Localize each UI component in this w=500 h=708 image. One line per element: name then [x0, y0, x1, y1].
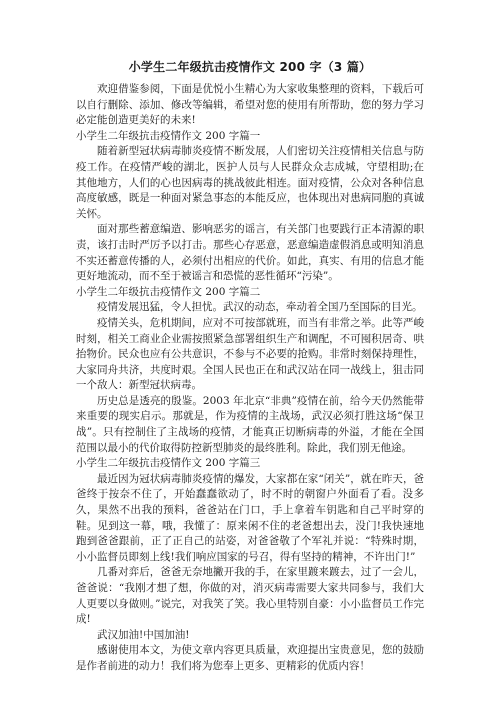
article1-paragraph: 面对那些蓄意编造、影响恶劣的谣言，有关部门也要践行正本清源的职责，该打击时严厉予以打击。那些心存恶意，恶意编造虚假消息或明知消息不实还蓄意传播的人，必须付出相应的代价。如此，真实、有用的信息才能更好地流动，而不至于被谣言和恐慌的恶性循环“污染”。 — [76, 223, 424, 283]
article-heading-2: 小学生二年级抗击疫情作文 200 字篇二 — [76, 285, 261, 298]
document-title: 小学生二年级抗击疫情作文 200 字（3 篇） — [128, 60, 372, 74]
closing-paragraph: 感谢使用本文，为使文章内容更具质量，欢迎提出宝贵意见，您的鼓励是作者前进的动力！我们将为您奉上更多、更精彩的优质内容！ — [76, 644, 424, 672]
article2-paragraph: 疫情关头，危机期间，应对不可按部就班，而当有非常之举。此等严峻时刻，相关工商业企业需按照紧急部署组织生产和调配，不可囤积居奇、哄抬物价。民众也应有公共意识，不参与不必要的抢购。非常时刻保持理性，大家同舟共济，共度时艰。全国人民也正在和武汉站在同一战线上，狙击同一个敌人：新型冠状病毒。 — [76, 316, 424, 392]
article-heading-1: 小学生二年级抗击疫情作文 200 字篇一 — [76, 129, 261, 142]
article2-paragraph: 疫情发展迅猛，令人担忧。武汉的动态，牵动着全国乃至国际的目光。 — [97, 301, 423, 314]
intro-paragraph: 欢迎借鉴参阅，下面是优悦小生精心为大家收集整理的资料，下载后可以自行删除、添加、修改等编辑，希望对您的使用有所帮助，您的努力学习必定能创造更美好的未来! — [76, 83, 424, 127]
article3-paragraph: 最近因为冠状病毒肺炎疫情的爆发，大家都在家“闭关”，就在昨天，爸爸终于按奈不住了，开始蠢蠢欲动了，时不时的朝窗户外面看了看。没多久，果然不出我的预料，爸爸站在门口，手上拿着车钥匙和自己平时穿的鞋。见到这一幕，哦，我懂了：原来闲不住的老爸想出去，没门!我快速地跑到爸爸跟前，正了正自己的站姿，对爸爸敬了个军礼并说：“特殊时期，小小监督员即刻上线!我们响应国家的号召，得有坚持的精神，不许出门!” — [76, 472, 424, 563]
article3-paragraph: 几番对弈后，爸爸无奈地撇开我的手，在家里踱来踱去，过了一会儿，爸爸说：“我刚才想了想，你做的对，消灭病毒需要大家共同参与，我们大人更要以身做则。”说完，对我笑了笑。我心里特别自豪：小小监督员工作完成! — [76, 566, 424, 626]
article2-paragraph: 历史总是透亮的殷鉴。2003 年北京“非典”疫情在前，给今天仍然能带来重要的现实启示。那就是，作为疫情的主战场，武汉必须打胜这场“保卫战”。只有控制住了主战场的疫情，才能真正切断病毒的外溢，才能在全国范围以最小的代价取得防控新型肺炎的最终胜利。除此，我们别无他途。 — [76, 394, 424, 454]
article1-paragraph: 随着新型冠状病毒肺炎疫情不断发展，人们密切关注疫情相关信息与防疫工作。在疫情严峻的湖北，医护人员与人民群众众志成城，守望相助;在其他地方，人们的心也因病毒的挑战彼此相连。面对疫情，公众对各种信息高度敏感，既是一种面对紧急事态的本能反应，也体现出对患病同胞的真诚关怀。 — [76, 145, 424, 220]
article-heading-3: 小学生二年级抗击疫情作文 200 字篇三 — [76, 457, 261, 470]
article3-paragraph: 武汉加油!中国加油! — [97, 628, 190, 641]
